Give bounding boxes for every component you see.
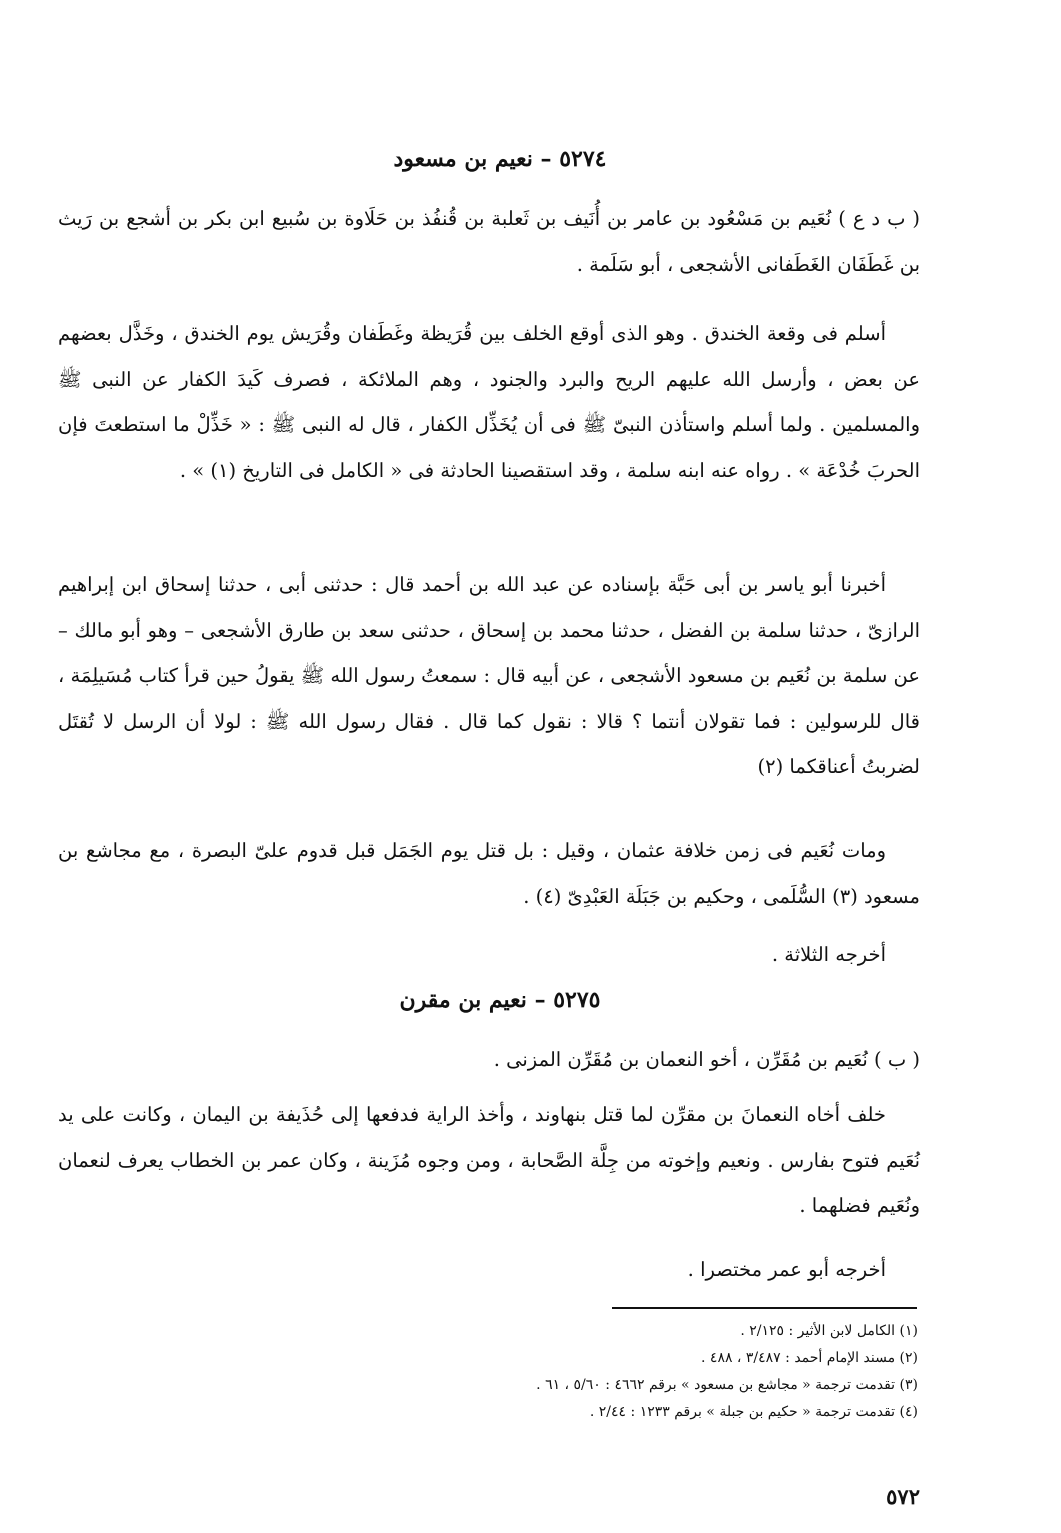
- entry-heading: ٥٢٧٥ – نعيم بن مقرن: [399, 987, 601, 1013]
- entry-source-note: أخرجه الثلاثة .: [771, 943, 886, 966]
- footnote: (١) الكامل لابن الأثير : ٢/١٢٥ .: [740, 1323, 918, 1339]
- entry-source-note: أخرجه أبو عمر مختصرا .: [687, 1258, 886, 1281]
- footnote: (٢) مسند الإمام أحمد : ٣/٤٨٧ ، ٤٨٨ .: [701, 1350, 918, 1366]
- entry-lineage-paragraph: ( ب ) نُعَيم بن مُقَرِّن ، أخو النعمان بن مُقَرِّن المزنى .: [493, 1048, 920, 1071]
- footnote-divider: [612, 1307, 917, 1309]
- page-number: ٥٧٢: [886, 1484, 920, 1509]
- entry-biography-paragraph: أسلم فى وقعة الخندق . وهو الذى أوقع الخلف بين قُرَيظة وغَطَفان وقُرَيش يوم الخندق ، وخَذَّل بعضهم عن بعض ، وأرسل الله عليهم الريح والبرد والجنود ، وهم الملائكة ، فصرف كَيدَ الكفار عن النبى ﷺ والمسلمين . ولما أسلم واستأذن النبىّ ﷺ فى أن يُخَذِّل الكفار ، قال له النبى ﷺ : « خَذِّلْ ما استطعتَ فإن الحربَ خُدْعَة » . رواه عنه ابنه سلمة ، وقد استقصينا الحادثة فى « الكامل فى التاريخ (١) » .: [58, 322, 921, 482]
- entry-biography-paragraph: خلف أخاه النعمانَ بن مقرِّن لما قتل بنهاوند ، وأخذ الراية فدفعها إلى حُذَيفة بن اليمان ، وكانت على يد نُعَيم فتوح بفارس . ونعيم وإخوته من جِلَّة الصَّحابة ، ومن وجوه مُزَينة ، وكان عمر بن الخطاب يعرف لنعمان ونُعَيم فضلهما .: [58, 1103, 920, 1217]
- footnotes: [440, 1318, 918, 1426]
- entry-death-paragraph: ومات نُعَيم فى زمن خلافة عثمان ، وقيل : بل قتل يوم الجَمَل قبل قدوم علىّ البصرة ، مع مجاشع بن مسعود (٣) السُّلَمى ، وحكيم بن جَبَلَة العَبْدِىّ (٤) .: [58, 839, 920, 908]
- entry-hadith-paragraph: أخبرنا أبو ياسر بن أبى حَبَّة بإسناده عن عبد الله بن أحمد قال : حدثنى أبى ، حدثنا إسحاق ابن إبراهيم الرازىّ ، حدثنا سلمة بن الفضل ، حدثنا محمد بن إسحاق ، حدثنى سعد بن طارق الأشجعى – وهو أبو مالك – عن سلمة بن نُعَيم بن مسعود الأشجعى ، عن أبيه قال : سمعتُ رسول الله ﷺ يقولُ حين قرأ كتاب مُسَيلِمَة ، قال للرسولين : فما تقولان أنتما ؟ قالا : نقول كما قال . فقال رسول الله ﷺ : لولا أن الرسل لا تُقتَل لضربتُ أعناقكما (٢): [58, 573, 920, 778]
- footnote: (٣) تقدمت ترجمة « مجاشع بن مسعود » برقم ٤٦٦٢ : ٥/٦٠ ، ٦١ .: [536, 1377, 918, 1393]
- entry-lineage-paragraph: ( ب د ع ) نُعَيم بن مَسْعُود بن عامر بن أُنَيف بن ثَعلبة بن قُنفُذ بن حَلَاوة بن سُبيع ابن بكر بن أشجع بن رَيث بن غَطَفَان الغَطَفانى الأشجعى ، أبو سَلَمة .: [58, 207, 920, 276]
- entry-heading: ٥٢٧٤ – نعيم بن مسعود: [393, 146, 607, 172]
- footnote: (٤) تقدمت ترجمة « حكيم بن جبلة » برقم ١٢٣٣ : ٢/٤٤ .: [589, 1404, 918, 1420]
